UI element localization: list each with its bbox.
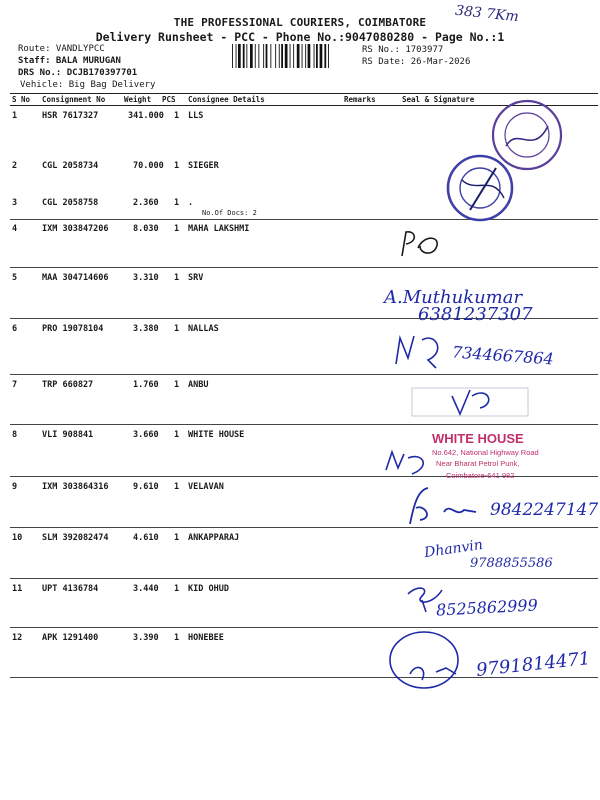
row-weight: 3.390 [133, 633, 159, 643]
runsheet-subtitle: Delivery Runsheet - PCC - Phone No.:9047080280 - Page No.:1 [95, 30, 505, 44]
row-consignee: ANKAPPARAJ [188, 533, 240, 543]
vehicle-label: Vehicle: Big Bag Delivery [20, 80, 156, 90]
row-consignee: LLS [188, 111, 204, 121]
row-divider [10, 374, 598, 375]
stamp-address-line2: Near Bharat Petrol Punk, [436, 459, 520, 468]
row-sno: 7 [12, 380, 18, 390]
row-weight: 341.000 [128, 111, 164, 121]
rs-date: RS Date: 26-Mar-2026 [362, 57, 471, 67]
stamp-address-line3: Coimbatore-641 982 [446, 471, 515, 480]
row-consignment: CGL 2058758 [42, 198, 99, 208]
row-divider [10, 578, 598, 579]
handwritten-phone-row6: 7344667864 [451, 342, 555, 369]
row-sno: 11 [12, 584, 23, 594]
row-consignment: IXM 303864316 [42, 482, 109, 492]
company-title: THE PROFESSIONAL COURIERS, COIMBATORE [173, 16, 427, 29]
row-weight: 3.310 [133, 273, 159, 283]
signature-row12 [386, 628, 476, 694]
barcode-image [231, 44, 357, 68]
row-pcs: 1 [174, 111, 180, 121]
row-weight: 3.440 [133, 584, 159, 594]
row-pcs: 1 [174, 584, 180, 594]
row-sno: 3 [12, 198, 18, 208]
handwritten-phone-row10: 9788855586 [470, 556, 553, 571]
stamp-title-white-house: WHITE HOUSE [432, 431, 524, 446]
row-consignment: CGL 2058734 [42, 161, 99, 171]
row-divider [10, 627, 598, 628]
row-consignment: UPT 4136784 [42, 584, 99, 594]
signature-row6 [392, 330, 452, 370]
row-divider [10, 267, 598, 268]
row-weight: 3.380 [133, 324, 159, 334]
row-pcs: 1 [174, 224, 180, 234]
row-consignment: HSR 7617327 [42, 111, 99, 121]
row-consignee: WHITE HOUSE [188, 430, 245, 440]
handwritten-name-row10: Dhanvin [423, 536, 484, 562]
row-pcs: 1 [174, 430, 180, 440]
row-consignee: MAHA LAKSHMI [188, 224, 250, 234]
row-consignment: VLI 908841 [42, 430, 94, 440]
handwritten-phone-row12: 9791814471 [475, 648, 592, 681]
row-pcs: 1 [174, 380, 180, 390]
row-consignee: KID OHUD [188, 584, 229, 594]
docs-count-note: No.Of Docs: 2 [202, 209, 257, 217]
header-pcs: PCS [162, 95, 176, 104]
row-sno: 9 [12, 482, 18, 492]
row-consignee: SRV [188, 273, 204, 283]
signature-row9 [404, 484, 484, 528]
handwritten-phone-row5: 6381237307 [418, 304, 533, 325]
row-weight: 2.360 [133, 198, 159, 208]
route-label: Route: VANDLYPCC [18, 44, 105, 54]
row-sno: 5 [12, 273, 18, 283]
handwritten-top-note: 383 7Km [454, 2, 520, 26]
row-weight: 1.760 [133, 380, 159, 390]
row-sno: 1 [12, 111, 18, 121]
row-consignee: SIEGER [188, 161, 219, 171]
row-pcs: 1 [174, 633, 180, 643]
handwritten-phone-row11: 8525862999 [435, 595, 539, 620]
row-consignment: PRO 19078104 [42, 324, 104, 334]
row-consignment: TRP 660827 [42, 380, 94, 390]
row-pcs: 1 [174, 273, 180, 283]
row-consignee: VELAVAN [188, 482, 224, 492]
rs-number: RS No.: 1703977 [362, 45, 444, 55]
row-consignment: APK 1291400 [42, 633, 99, 643]
row-weight: 8.030 [133, 224, 159, 234]
row-consignment: MAA 304714606 [42, 273, 109, 283]
row-sno: 10 [12, 533, 23, 543]
row-pcs: 1 [174, 324, 180, 334]
header-consignment: Consignment No [42, 95, 106, 104]
handwritten-phone-row9: 9842247147 [490, 500, 599, 520]
row-pcs: 1 [174, 482, 180, 492]
row-consignee: . [188, 198, 194, 208]
row-sno: 2 [12, 161, 18, 171]
row-pcs: 1 [174, 533, 180, 543]
header-weight: Weight [124, 95, 152, 104]
faded-stamp-row7 [410, 382, 530, 422]
row-divider [10, 424, 598, 425]
row-pcs: 1 [174, 161, 180, 171]
staff-label: Staff: BALA MURUGAN [18, 56, 121, 66]
signature-row4 [398, 226, 446, 262]
row-sno: 4 [12, 224, 18, 234]
handwritten-name-row5: A.Muthukumar [384, 287, 523, 308]
header-consignee: Consignee Details [188, 95, 265, 104]
row-weight: 70.000 [133, 161, 164, 171]
stamp-address-line1: No.642, National Highway Road [432, 448, 539, 457]
row-divider [10, 527, 598, 528]
drs-label: DRS No.: DCJB170397701 [18, 68, 138, 78]
row-consignee: HONEBEE [188, 633, 224, 643]
row-sno: 8 [12, 430, 18, 440]
row-consignee: NALLAS [188, 324, 219, 334]
row-pcs: 1 [174, 198, 180, 208]
header-remarks: Remarks [344, 95, 376, 104]
header-sno: S No [12, 95, 31, 104]
row-sno: 6 [12, 324, 18, 334]
header-seal: Seal & Signature [402, 95, 475, 104]
row-consignee: ANBU [188, 380, 209, 390]
row-consignment: IXM 303847206 [42, 224, 109, 234]
row-consignment: SLM 392082474 [42, 533, 109, 543]
row-weight: 9.610 [133, 482, 159, 492]
row-sno: 12 [12, 633, 23, 643]
signature-row8 [382, 446, 438, 480]
circular-stamp-sieger [440, 150, 520, 225]
row-weight: 3.660 [133, 430, 159, 440]
row-weight: 4.610 [133, 533, 159, 543]
